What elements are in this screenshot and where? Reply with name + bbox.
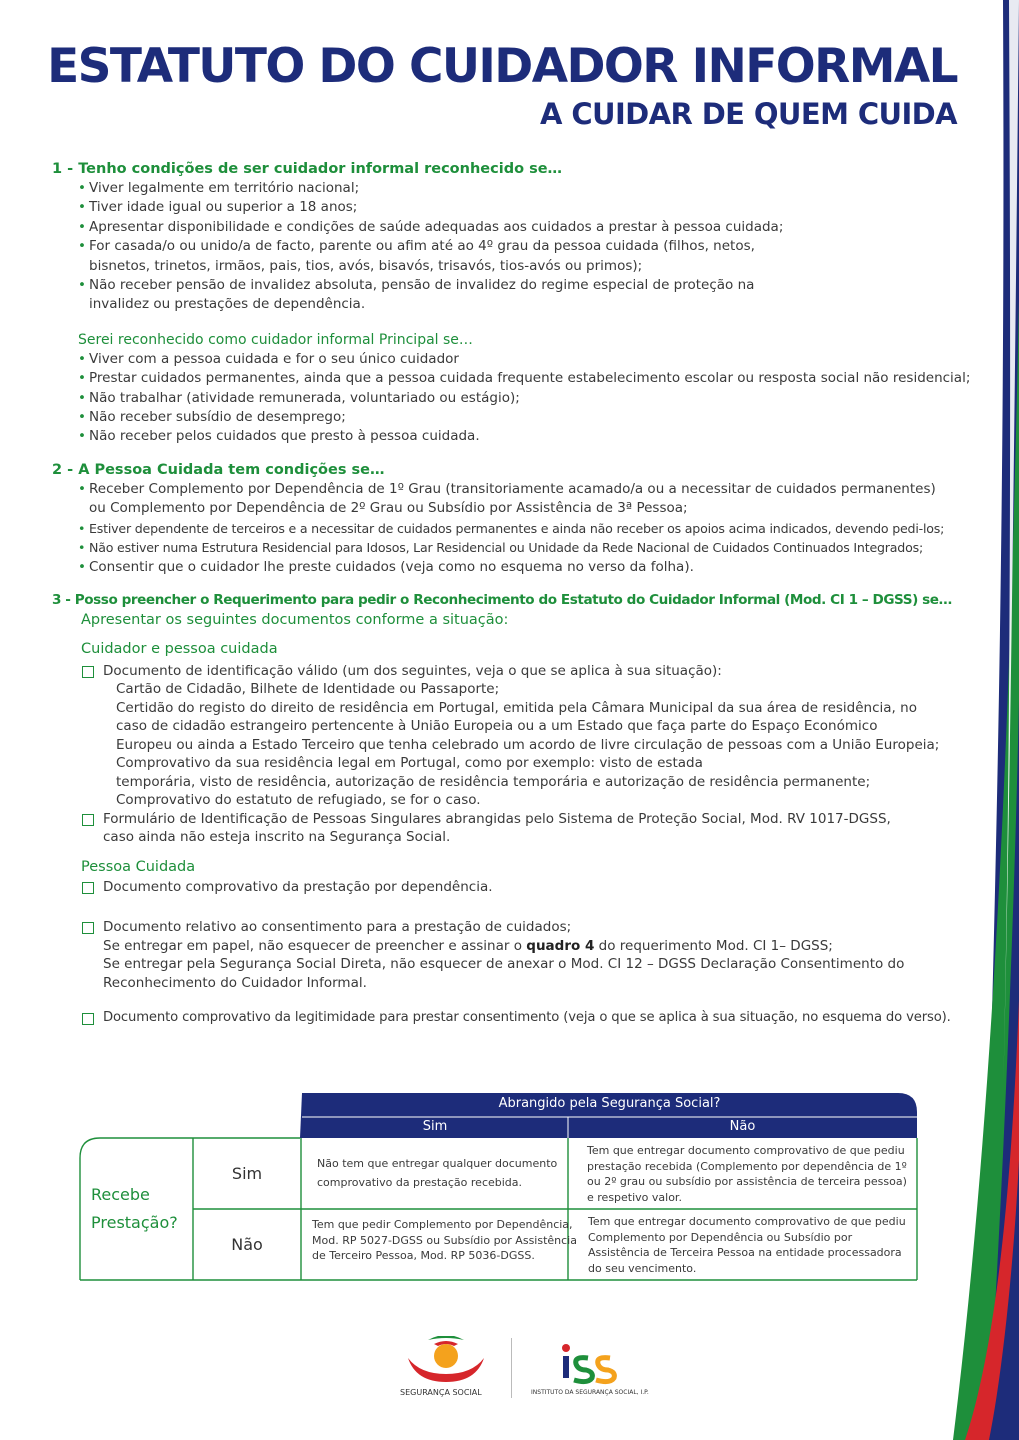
list-item: • Não trabalhar (atividade remunerada, voluntariado ou estágio); — [78, 389, 1000, 408]
footer-divider — [511, 1338, 512, 1398]
row-label-nao: Não — [231, 1235, 263, 1254]
checklist-item: Formulário de Identificação de Pessoas Singulares abrangidas pelo Sistema de Proteção Social, Mod. RV 1017-DGSS, caso ainda não esteja inscrito na Segurança Social. — [82, 810, 1000, 847]
group-1-title: Cuidador e pessoa cuidada — [81, 640, 278, 657]
column-header-nao: Não — [729, 1119, 756, 1134]
cell-sim-sim: Não tem que entregar qualquer documento comprovativo da prestação recebida. — [317, 1157, 558, 1189]
title-main: ESTATUTO DO CUIDADOR INFORMAL — [47, 39, 957, 94]
checklist-item: Documento comprovativo da legitimidade para prestar consentimento (veja o que se aplica à sua situação, no esquema do verso). — [82, 1009, 1000, 1028]
section-1-subheading: Serei reconhecido como cuidador informal Principal se… — [78, 331, 473, 348]
list-item: • Prestar cuidados permanentes, ainda que a pessoa cuidada frequente estabelecimento escolar ou resposta social não residencial; — [78, 369, 1000, 388]
list-item: • Não receber pelos cuidados que presto à pessoa cuidada. — [78, 427, 1000, 446]
list-item: • Viver com a pessoa cuidada e for o seu único cuidador — [78, 350, 1000, 369]
list-item: • Não receber subsídio de desemprego; — [78, 408, 1000, 427]
list-item: • For casada/o ou unido/a de facto, parente ou afim até ao 4º grau da pessoa cuidada (filhos, netos, bisnetos, trinetos, irmãos, pais, tios, avós, bisavós, trisavós, tios-avós ou primos); — [78, 237, 1000, 276]
list-item: • Receber Complemento por Dependência de 1º Grau (transitoriamente acamado/a ou a necessitar de cuidados permanentes) ou Complemento por Dependência de 2º Grau ou Subsídio por Assistência de 3ª Pessoa; — [78, 480, 1000, 519]
list-item: • Não receber pensão de invalidez absoluta, pensão de invalidez do regime especial de proteção na invalidez ou prestações de dependência. — [78, 276, 1000, 315]
iss-logo-label: INSTITUTO DA SEGURANÇA SOCIAL, I.P. — [531, 1389, 649, 1396]
section-3-intro: Apresentar os seguintes documentos conforme a situação: — [81, 611, 509, 628]
list-item: • Não estiver numa Estrutura Residencial para Idosos, Lar Residencial ou Unidade da Rede Nacional de Cuidados Continuados Integrados; — [78, 538, 1000, 557]
list-item: • Estiver dependente de terceiros e a necessitar de cuidados permanentes e ainda não receber os apoios acima indicados, devendo pedi-los; — [78, 519, 1000, 538]
table-header: Abrangido pela Segurança Social? — [498, 1096, 721, 1111]
checklist-item: Documento comprovativo da prestação por dependência. — [82, 878, 1000, 897]
column-header-sim: Sim — [422, 1119, 448, 1134]
title-subtitle: A CUIDAR DE QUEM CUIDA — [540, 97, 957, 131]
cell-nao-sim: Tem que pedir Complemento por Dependência, Mod. RP 5027-DGSS ou Subsídio por Assistência de Terceiro Pessoa, Mod. RP 5036-DGSS. — [312, 1218, 577, 1263]
list-item: • Tiver idade igual ou superior a 18 anos; — [78, 198, 1000, 217]
cell-nao-nao: Tem que entregar documento comprovativo de que pediu Complemento por Dependência ou Subsídio por Assistência de Terceira Pessoa na entidade processadora do seu vencimento. — [588, 1215, 906, 1275]
section-2-heading: 2 - A Pessoa Cuidada tem condições se… — [52, 461, 385, 478]
section-3-heading: 3 - Posso preencher o Requerimento para pedir o Reconhecimento do Estatuto do Cuidador Informal (Mod. CI 1 – DGSS) se… — [52, 591, 952, 608]
list-item: • Apresentar disponibilidade e condições de saúde adequadas aos cuidados a prestar à pessoa cuidada; — [78, 218, 1000, 237]
row-label-sim: Sim — [231, 1164, 263, 1183]
checklist-item: Documento de identificação válido (um dos seguintes, veja o que se aplica à sua situação): Cartão de Cidadão, Bilhete de Identidade ou Passaporte; Certidão do registo do direito de residência em Portugal, emitida pela Câmara Municipal da sua área de residência, no caso de cidadão estrangeiro pertencente à União Europeia ou a um Estado que faça parte do Espaço Económico Europeu ou ainda a Estado Terceiro que tenha celebrado um acordo de livre circulação de pessoas com a União Europeia; Comprovativo da sua residência legal em Portugal, como por exemplo: visto de estada temporária, visto de residência, autorização de residência temporária e autorização de residência permanente; Comprovativo do estatuto de refugiado, se for o caso. — [82, 662, 1000, 810]
row-group-label: Recebe Prestação? — [91, 1185, 178, 1232]
section-1-heading: 1 - Tenho condições de ser cuidador informal reconhecido se… — [52, 161, 563, 177]
checklist-item: Documento relativo ao consentimento para a prestação de cuidados; Se entregar em papel, não esquecer de preencher e assinar o quadro 4 do requerimento Mod. CI 1– DGSS; Se entregar pela Segurança Social Direta, não esquecer de anexar o Mod. CI 12 – DGSS Declaração Consentimento do Reconhecimento do Cuidador Informal. — [82, 918, 1000, 992]
seguranca-social-logo-label: SEGURANÇA SOCIAL — [400, 1388, 482, 1397]
cell-sim-nao: Tem que entregar documento comprovativo de que pediu prestação recebida (Complemento por dependência de 1º ou 2º grau ou subsídio por assistência de terceira pessoa) e respetivo valor. — [587, 1144, 907, 1204]
list-item: • Viver legalmente em território nacional; — [78, 179, 1000, 198]
list-item: • Consentir que o cuidador lhe preste cuidados (veja como no esquema no verso da folha). — [78, 558, 1000, 577]
group-2-title: Pessoa Cuidada — [81, 858, 196, 875]
